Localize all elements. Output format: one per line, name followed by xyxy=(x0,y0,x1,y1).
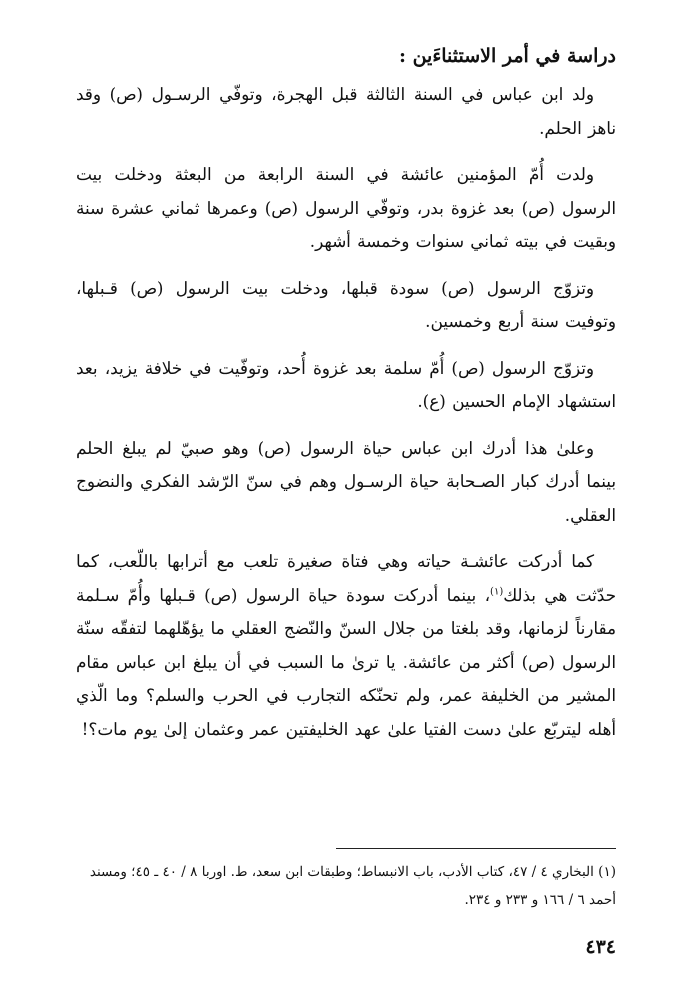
paragraph-birth-ibn-abbas: ولد ابن عباس في السنة الثالثة قبل الهجرة، وتوفّي الرسـول (ص) وقد ناهز الحلم. xyxy=(76,84,616,138)
footnote-divider xyxy=(336,848,616,849)
page-number: ٤٣٤ xyxy=(585,936,616,958)
footnote: (١) البخاري ٤ / ٤٧، كتاب الأدب، باب الانبساط؛ وطبقات ابن سعد، ط. اوربا ٨ / ٤٠ ـ ٤٥؛ ومسند أحمد ٦ / ١٦٦ و ٢٣٣ و ٢٣٤. xyxy=(89,864,616,908)
paragraph-ibn-abbas-age: وعلىٰ هذا أدرك ابن عباس حياة الرسول (ص) وهو صبيّ لم يبلغ الحلم بينما أدرك كبار الصـحابة حياة الرسـول وهم في سنّ الرّشد الفكري والنضوج العقلي. xyxy=(76,437,616,525)
body-text xyxy=(76,78,616,759)
paragraph-sawda: وتزوّج الرسول (ص) سودة قبلها، ودخلت بيت الرسول (ص) قـبلها، وتوفيت سنة أربع وخمسين. xyxy=(76,277,616,331)
section-heading: دراسة في أمر الاستثناءَين : xyxy=(398,45,616,67)
paragraph-question xyxy=(76,545,616,746)
paragraph-text-after-note: ، بينما أدركت سودة حياة الرسول (ص) قـبلها وأُمّ سـلمة مقارناً لزمانها، وقد بلغتا من جلال السنّ والنّضج العقلي ما يؤهّلهما لتفقّه سنّة الرسول (ص) أكثر من عائشة. يا ترىٰ ما السبب في أن يبلغ ابن عباس مقام المشير من الخليفة عمر، ولم تحنّكه التجارب في الحرب والسلم؟ وما الّذي أهله ليتربّع علىٰ دست الفتيا علىٰ عهد الخليفتين عمر وعثمان إلىٰ يوم مات؟! xyxy=(76,584,616,739)
paragraph-umm-salama: وتزوّج الرسول (ص) أُمّ سلمة بعد غزوة أُحد، وتوفّيت في خلافة يزيد، بعد استشهاد الإمام الحسين (ع). xyxy=(76,357,616,411)
footnote-reference[interactable]: (١) xyxy=(490,585,504,597)
paragraph-aisha: ولدت أُمّ المؤمنين عائشة في السنة الرابعة من البعثة ودخلت بيت الرسول (ص) بعد غزوة بدر، وتوفّي الرسول (ص) وعمرها ثماني عشرة سنة وبقيت في بيته ثماني سنوات وخمسة أشهر. xyxy=(76,164,616,251)
paragraph-text-before-note: كما أدركت عائشـة حياته وهي فتاة صغيرة تلعب مع أترابها باللّعب، كما حدّثت هي بذلك xyxy=(76,551,616,605)
